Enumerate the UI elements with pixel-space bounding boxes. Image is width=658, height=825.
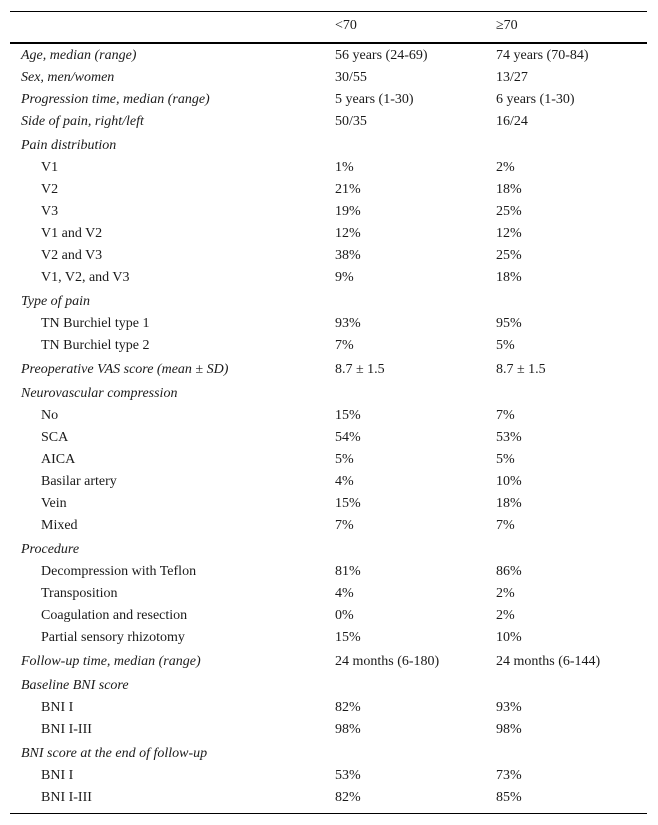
table-row — [10, 201, 647, 223]
value-70-plus: 16/24 — [496, 114, 528, 129]
row-label: Transposition — [41, 586, 118, 601]
row-label: V2 — [41, 182, 59, 197]
table-row — [10, 561, 647, 583]
value-under-70: 7% — [335, 518, 354, 533]
table-row — [10, 605, 647, 627]
row-label: AICA — [41, 452, 76, 467]
value-70-plus: 7% — [496, 408, 515, 423]
value-under-70: 8.7 ± 1.5 — [335, 362, 385, 377]
table-row — [10, 291, 647, 313]
table-row — [10, 539, 647, 561]
value-under-70: 98% — [335, 722, 361, 737]
table-row — [10, 313, 647, 335]
value-under-70: 56 years (24-69) — [335, 48, 428, 63]
row-label: BNI I-III — [41, 790, 92, 805]
row-label: BNI I — [41, 700, 74, 715]
table-row — [10, 359, 647, 381]
table-header-rule — [10, 42, 647, 44]
value-70-plus: 86% — [496, 564, 522, 579]
row-label: Coagulation and resection — [41, 608, 188, 623]
row-label: Preoperative VAS score (mean ± SD) — [21, 362, 229, 377]
table-row — [10, 675, 647, 697]
value-70-plus: 53% — [496, 430, 522, 445]
value-under-70: 30/55 — [335, 70, 367, 85]
value-under-70: 15% — [335, 408, 361, 423]
value-70-plus: 18% — [496, 496, 522, 511]
row-label: BNI score at the end of follow-up — [21, 746, 208, 761]
value-70-plus: 95% — [496, 316, 522, 331]
value-70-plus: 25% — [496, 204, 522, 219]
table-row — [10, 719, 647, 741]
value-70-plus: 2% — [496, 586, 515, 601]
value-under-70: 15% — [335, 496, 361, 511]
table-row — [10, 493, 647, 515]
value-under-70: 54% — [335, 430, 361, 445]
row-label: V2 and V3 — [41, 248, 103, 263]
table-row — [10, 45, 647, 67]
header-age-70-plus: ≥70 — [496, 18, 518, 33]
value-70-plus: 5% — [496, 338, 515, 353]
row-label: Vein — [41, 496, 67, 511]
table-row — [10, 89, 647, 111]
table-row — [10, 787, 647, 809]
row-label: Decompression with Teflon — [41, 564, 197, 579]
value-under-70: 38% — [335, 248, 361, 263]
value-under-70: 4% — [335, 474, 354, 489]
table-row — [10, 471, 647, 493]
row-label: BNI I-III — [41, 722, 92, 737]
row-label: Type of pain — [21, 294, 90, 309]
row-label: Follow-up time, median (range) — [21, 654, 201, 669]
header-age-under-70: <70 — [335, 18, 357, 33]
value-70-plus: 12% — [496, 226, 522, 241]
row-label: Procedure — [21, 542, 80, 557]
row-label: Side of pain, right/left — [21, 114, 144, 129]
value-under-70: 50/35 — [335, 114, 367, 129]
table-row — [10, 383, 647, 405]
row-label: Mixed — [41, 518, 78, 533]
table-row — [10, 135, 647, 157]
table-row — [10, 449, 647, 471]
value-70-plus: 5% — [496, 452, 515, 467]
value-70-plus: 10% — [496, 630, 522, 645]
table-row — [10, 627, 647, 649]
value-70-plus: 93% — [496, 700, 522, 715]
row-label: Partial sensory rhizotomy — [41, 630, 185, 645]
table-row — [10, 515, 647, 537]
row-label: Baseline BNI score — [21, 678, 129, 693]
value-70-plus: 2% — [496, 160, 515, 175]
row-label: TN Burchiel type 1 — [41, 316, 150, 331]
table-row — [10, 179, 647, 201]
table-row — [10, 583, 647, 605]
value-70-plus: 25% — [496, 248, 522, 263]
row-label: Sex, men/women — [21, 70, 115, 85]
value-70-plus: 2% — [496, 608, 515, 623]
table-row — [10, 335, 647, 357]
table-row — [10, 651, 647, 673]
row-label: Neurovascular compression — [21, 386, 178, 401]
row-label: Progression time, median (range) — [21, 92, 210, 107]
value-under-70: 5 years (1-30) — [335, 92, 414, 107]
row-label: V1, V2, and V3 — [41, 270, 130, 285]
value-70-plus: 13/27 — [496, 70, 528, 85]
row-label: Age, median (range) — [21, 48, 137, 63]
value-under-70: 1% — [335, 160, 354, 175]
table-row — [10, 223, 647, 245]
value-70-plus: 7% — [496, 518, 515, 533]
value-under-70: 93% — [335, 316, 361, 331]
table-row — [10, 67, 647, 89]
row-label: BNI I — [41, 768, 74, 783]
value-70-plus: 85% — [496, 790, 522, 805]
table-row — [10, 157, 647, 179]
table-row — [10, 697, 647, 719]
value-under-70: 15% — [335, 630, 361, 645]
value-under-70: 82% — [335, 700, 361, 715]
row-label: TN Burchiel type 2 — [41, 338, 150, 353]
table-row — [10, 267, 647, 289]
row-label: No — [41, 408, 59, 423]
value-70-plus: 10% — [496, 474, 522, 489]
value-under-70: 4% — [335, 586, 354, 601]
row-label: V1 — [41, 160, 59, 175]
value-70-plus: 74 years (70-84) — [496, 48, 589, 63]
value-70-plus: 98% — [496, 722, 522, 737]
row-label: Pain distribution — [21, 138, 117, 153]
row-label: SCA — [41, 430, 69, 445]
table-row — [10, 111, 647, 133]
value-under-70: 81% — [335, 564, 361, 579]
value-70-plus: 73% — [496, 768, 522, 783]
table-row — [10, 765, 647, 787]
value-under-70: 0% — [335, 608, 354, 623]
row-label: V1 and V2 — [41, 226, 103, 241]
value-under-70: 5% — [335, 452, 354, 467]
value-70-plus: 8.7 ± 1.5 — [496, 362, 546, 377]
table-row — [10, 427, 647, 449]
value-under-70: 24 months (6-180) — [335, 654, 440, 669]
value-under-70: 82% — [335, 790, 361, 805]
value-70-plus: 18% — [496, 270, 522, 285]
row-label: V3 — [41, 204, 59, 219]
table-top-rule — [10, 11, 647, 12]
table-row — [10, 743, 647, 765]
value-under-70: 21% — [335, 182, 361, 197]
value-70-plus: 18% — [496, 182, 522, 197]
value-70-plus: 24 months (6-144) — [496, 654, 601, 669]
value-under-70: 19% — [335, 204, 361, 219]
value-under-70: 53% — [335, 768, 361, 783]
table-bottom-rule — [10, 813, 647, 814]
value-under-70: 7% — [335, 338, 354, 353]
value-under-70: 12% — [335, 226, 361, 241]
value-70-plus: 6 years (1-30) — [496, 92, 575, 107]
table-row — [10, 405, 647, 427]
value-under-70: 9% — [335, 270, 354, 285]
table-row — [10, 245, 647, 267]
row-label: Basilar artery — [41, 474, 117, 489]
